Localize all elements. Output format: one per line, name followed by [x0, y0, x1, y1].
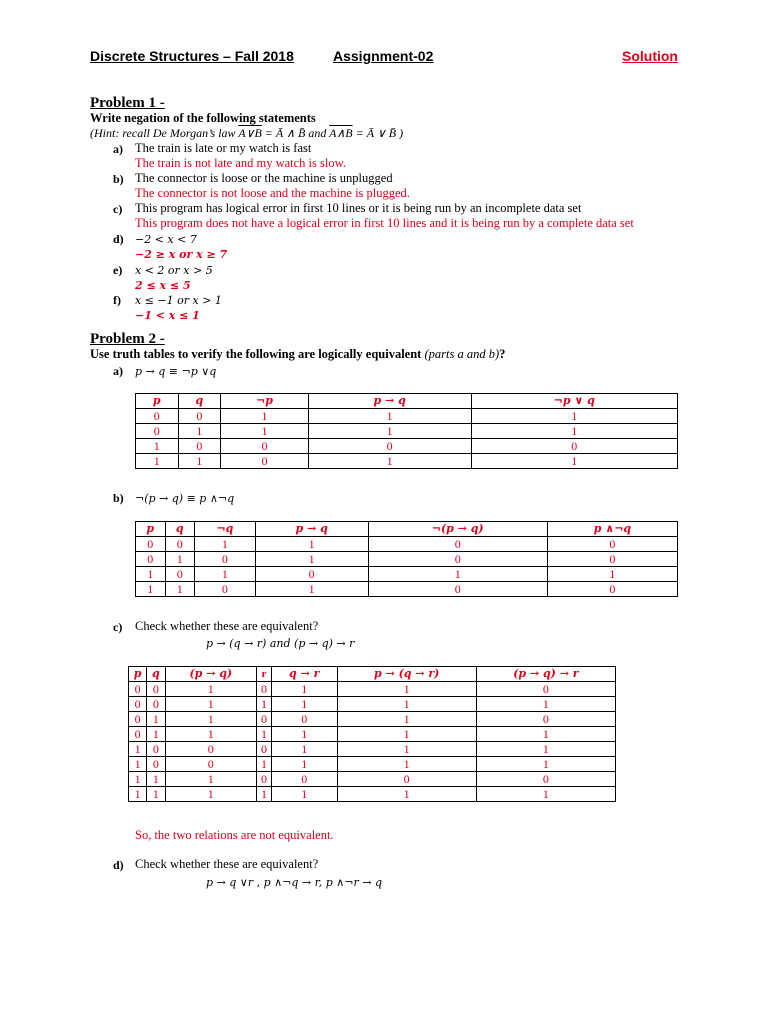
- table-cell: 0: [257, 772, 272, 787]
- p2-part-b-expression: ¬(p → q) ≡ p ∧¬q: [135, 492, 235, 505]
- table-cell: 0: [271, 772, 337, 787]
- table-header-row: [136, 394, 678, 409]
- table-cell: 0: [368, 552, 547, 567]
- table-cell: 1: [129, 772, 147, 787]
- table-cell: 0: [136, 409, 179, 424]
- table-header: p: [129, 667, 147, 682]
- table-cell: 0: [257, 712, 272, 727]
- solution-label: Solution: [622, 48, 678, 64]
- table-cell: 1: [308, 454, 471, 469]
- p1-item-d-label: d): [113, 232, 124, 246]
- table-row: [129, 727, 616, 742]
- table-cell: 1: [255, 537, 368, 552]
- table-cell: 1: [471, 409, 678, 424]
- table-cell: 1: [129, 742, 147, 757]
- table-cell: 1: [147, 772, 165, 787]
- truth-table-a: [135, 393, 678, 469]
- table-row: [129, 772, 616, 787]
- table-cell: 1: [271, 727, 337, 742]
- hint-formula-1-lhs: A∨B: [238, 126, 262, 140]
- p1-item-f-label: f): [113, 293, 121, 307]
- table-cell: 1: [255, 582, 368, 597]
- truth-table-c: [128, 666, 616, 802]
- table-cell: 1: [136, 454, 179, 469]
- table-header: ¬q: [195, 522, 256, 537]
- table-row: [136, 552, 678, 567]
- table-row: [129, 712, 616, 727]
- truth-table-b: [135, 521, 678, 597]
- table-cell: 1: [257, 727, 272, 742]
- p2-instruction-text: Use truth tables to verify the following are logically equivalent: [90, 347, 422, 361]
- table-row: [136, 567, 678, 582]
- table-cell: 0: [476, 772, 615, 787]
- table-cell: 1: [165, 712, 257, 727]
- table-cell: 0: [337, 772, 476, 787]
- table-cell: 1: [195, 537, 256, 552]
- table-cell: 0: [271, 712, 337, 727]
- table-cell: 1: [178, 424, 221, 439]
- p1-item-d-answer: −2 ≥ x or x ≥ 7: [135, 248, 228, 261]
- table-cell: 1: [147, 727, 165, 742]
- problem-2-instruction: [90, 347, 505, 362]
- table-header-row: [129, 667, 616, 682]
- p1-item-a-answer: The train is not late and my watch is slow.: [135, 156, 346, 170]
- p2-part-a-label: a): [113, 364, 123, 378]
- table-cell: 0: [147, 682, 165, 697]
- problem-1-hint: [90, 126, 403, 141]
- table-cell: 0: [547, 537, 677, 552]
- table-cell: 1: [476, 697, 615, 712]
- p2-part-d-text: Check whether these are equivalent?: [135, 857, 319, 871]
- table-cell: 0: [547, 582, 677, 597]
- table-cell: 1: [165, 682, 257, 697]
- table-cell: 1: [165, 697, 257, 712]
- table-cell: 0: [547, 552, 677, 567]
- table-cell: 1: [129, 787, 147, 802]
- problem-1-instruction: Write negation of the following statements: [90, 111, 316, 125]
- p2-part-c-expression: p → (q → r) and (p → q) → r: [206, 637, 355, 650]
- assignment-title: Assignment-02: [333, 48, 434, 64]
- hint-and: and: [308, 126, 327, 140]
- table-cell: 1: [476, 787, 615, 802]
- p1-item-b-question: The connector is loose or the machine is unplugged: [135, 171, 393, 185]
- p2-part-c-label: c): [113, 620, 123, 634]
- table-header: ¬p ∨ q: [471, 394, 678, 409]
- table-cell: 1: [195, 567, 256, 582]
- table-cell: 0: [308, 439, 471, 454]
- table-row: [136, 537, 678, 552]
- table-cell: 0: [178, 439, 221, 454]
- p1-item-a-question: The train is late or my watch is fast: [135, 141, 312, 155]
- p2-part-c-text: Check whether these are equivalent?: [135, 619, 319, 633]
- table-cell: 1: [257, 697, 272, 712]
- table-cell: 1: [129, 757, 147, 772]
- table-cell: 0: [368, 537, 547, 552]
- table-header: q: [178, 394, 221, 409]
- table-cell: 1: [136, 582, 166, 597]
- p1-item-b-answer: The connector is not loose and the machine is plugged.: [135, 186, 410, 200]
- table-row: [129, 787, 616, 802]
- problem-2-title: Problem 2 -: [90, 331, 165, 347]
- table-cell: 0: [129, 727, 147, 742]
- table-cell: 1: [308, 424, 471, 439]
- table-cell: 0: [476, 682, 615, 697]
- p1-item-e-answer: 2 ≤ x ≤ 5: [135, 279, 191, 292]
- hint-text: (Hint: recall De Morgan’s law: [90, 126, 236, 140]
- table-header: p → q: [308, 394, 471, 409]
- table-header: p → q: [255, 522, 368, 537]
- hint-formula-2-rhs: = Ā ∨ B̄ ): [355, 126, 404, 140]
- table-cell: 1: [471, 454, 678, 469]
- table-cell: 0: [165, 567, 195, 582]
- p1-item-f-question: x ≤ −1 or x > 1: [135, 294, 222, 307]
- p1-item-e-label: e): [113, 263, 123, 277]
- table-row: [129, 742, 616, 757]
- table-cell: 0: [136, 424, 179, 439]
- table-header: q → r: [271, 667, 337, 682]
- table-cell: 0: [368, 582, 547, 597]
- table-cell: 0: [165, 537, 195, 552]
- table-cell: 0: [136, 552, 166, 567]
- table-header: (p → q) → r: [476, 667, 615, 682]
- table-row: [136, 409, 678, 424]
- table-header: p ∧¬q: [547, 522, 677, 537]
- table-header-row: [136, 522, 678, 537]
- table-header: p: [136, 394, 179, 409]
- table-header: p → (q → r): [337, 667, 476, 682]
- table-cell: 1: [136, 439, 179, 454]
- table-cell: 0: [195, 552, 256, 567]
- table-cell: 0: [476, 712, 615, 727]
- table-cell: 1: [255, 552, 368, 567]
- table-cell: 0: [257, 742, 272, 757]
- table-cell: 1: [165, 787, 257, 802]
- table-cell: 1: [147, 787, 165, 802]
- p1-item-d-question: −2 < x < 7: [135, 233, 197, 246]
- table-row: [136, 439, 678, 454]
- table-cell: 1: [165, 772, 257, 787]
- p1-item-c-answer: This program does not have a logical error in first 10 lines and it is being run by a complete data set: [135, 216, 634, 230]
- table-cell: 1: [221, 424, 309, 439]
- hint-formula-1-rhs: = Ā ∧ B̄: [264, 126, 306, 140]
- table-cell: 0: [129, 712, 147, 727]
- table-cell: 1: [471, 424, 678, 439]
- table-cell: 0: [257, 682, 272, 697]
- table-cell: 1: [476, 742, 615, 757]
- table-header: q: [147, 667, 165, 682]
- p1-item-b-label: b): [113, 172, 124, 186]
- table-cell: 1: [547, 567, 677, 582]
- table-row: [129, 682, 616, 697]
- table-cell: 1: [476, 757, 615, 772]
- table-cell: 1: [308, 409, 471, 424]
- p2-part-d-label: d): [113, 858, 124, 872]
- table-cell: 1: [271, 742, 337, 757]
- table-cell: 0: [136, 537, 166, 552]
- table-cell: 0: [221, 454, 309, 469]
- table-cell: 0: [165, 757, 257, 772]
- table-cell: 1: [147, 712, 165, 727]
- p1-item-c-label: c): [113, 202, 123, 216]
- table-cell: 0: [147, 742, 165, 757]
- table-row: [136, 424, 678, 439]
- hint-formula-2-lhs: A∧B: [329, 126, 353, 140]
- table-cell: 1: [271, 697, 337, 712]
- table-cell: 0: [129, 697, 147, 712]
- table-row: [136, 454, 678, 469]
- table-cell: 1: [368, 567, 547, 582]
- p1-item-c-question: This program has logical error in first 10 lines or it is being run by an incomplete data set: [135, 201, 582, 215]
- table-cell: 0: [255, 567, 368, 582]
- table-cell: 1: [178, 454, 221, 469]
- table-header: q: [165, 522, 195, 537]
- table-row: [129, 697, 616, 712]
- p2-part-b-label: b): [113, 491, 124, 505]
- table-cell: 1: [136, 567, 166, 582]
- table-cell: 1: [337, 757, 476, 772]
- table-row: [129, 757, 616, 772]
- table-header: ¬(p → q): [368, 522, 547, 537]
- table-cell: 1: [337, 712, 476, 727]
- p2-part-a-expression: p → q ≡ ¬p ∨q: [135, 365, 217, 378]
- table-cell: 1: [337, 787, 476, 802]
- table-cell: 1: [337, 682, 476, 697]
- table-cell: 1: [337, 697, 476, 712]
- table-cell: 1: [165, 727, 257, 742]
- table-cell: 1: [257, 757, 272, 772]
- table-cell: 0: [165, 742, 257, 757]
- table-cell: 1: [257, 787, 272, 802]
- table-cell: 1: [337, 727, 476, 742]
- p2-instruction-paren: (parts a and b): [424, 347, 500, 361]
- table-cell: 0: [195, 582, 256, 597]
- table-cell: 1: [165, 552, 195, 567]
- table-cell: 1: [271, 757, 337, 772]
- table-header: (p → q): [165, 667, 257, 682]
- table-header: r: [257, 667, 272, 682]
- p1-item-e-question: x < 2 or x > 5: [135, 264, 213, 277]
- problem-1-title: Problem 1 -: [90, 95, 165, 111]
- table-cell: 0: [178, 409, 221, 424]
- table-cell: 0: [147, 697, 165, 712]
- table-cell: 1: [476, 727, 615, 742]
- p2-instruction-qmark: ?: [499, 347, 506, 361]
- table-cell: 1: [271, 787, 337, 802]
- p2-part-d-expression: p → q ∨r , p ∧¬q → r, p ∧¬r → q: [206, 876, 383, 889]
- p1-item-f-answer: −1 < x ≤ 1: [135, 309, 200, 322]
- p2-part-c-conclusion: So, the two relations are not equivalent.: [135, 828, 334, 842]
- p1-item-a-label: a): [113, 142, 123, 156]
- table-cell: 1: [337, 742, 476, 757]
- table-cell: 0: [471, 439, 678, 454]
- table-cell: 1: [221, 409, 309, 424]
- table-header: ¬p: [221, 394, 309, 409]
- table-cell: 1: [271, 682, 337, 697]
- table-cell: 0: [221, 439, 309, 454]
- course-title: Discrete Structures – Fall 2018: [90, 48, 294, 64]
- table-cell: 0: [129, 682, 147, 697]
- table-cell: 1: [165, 582, 195, 597]
- table-cell: 0: [147, 757, 165, 772]
- table-row: [136, 582, 678, 597]
- table-header: p: [136, 522, 166, 537]
